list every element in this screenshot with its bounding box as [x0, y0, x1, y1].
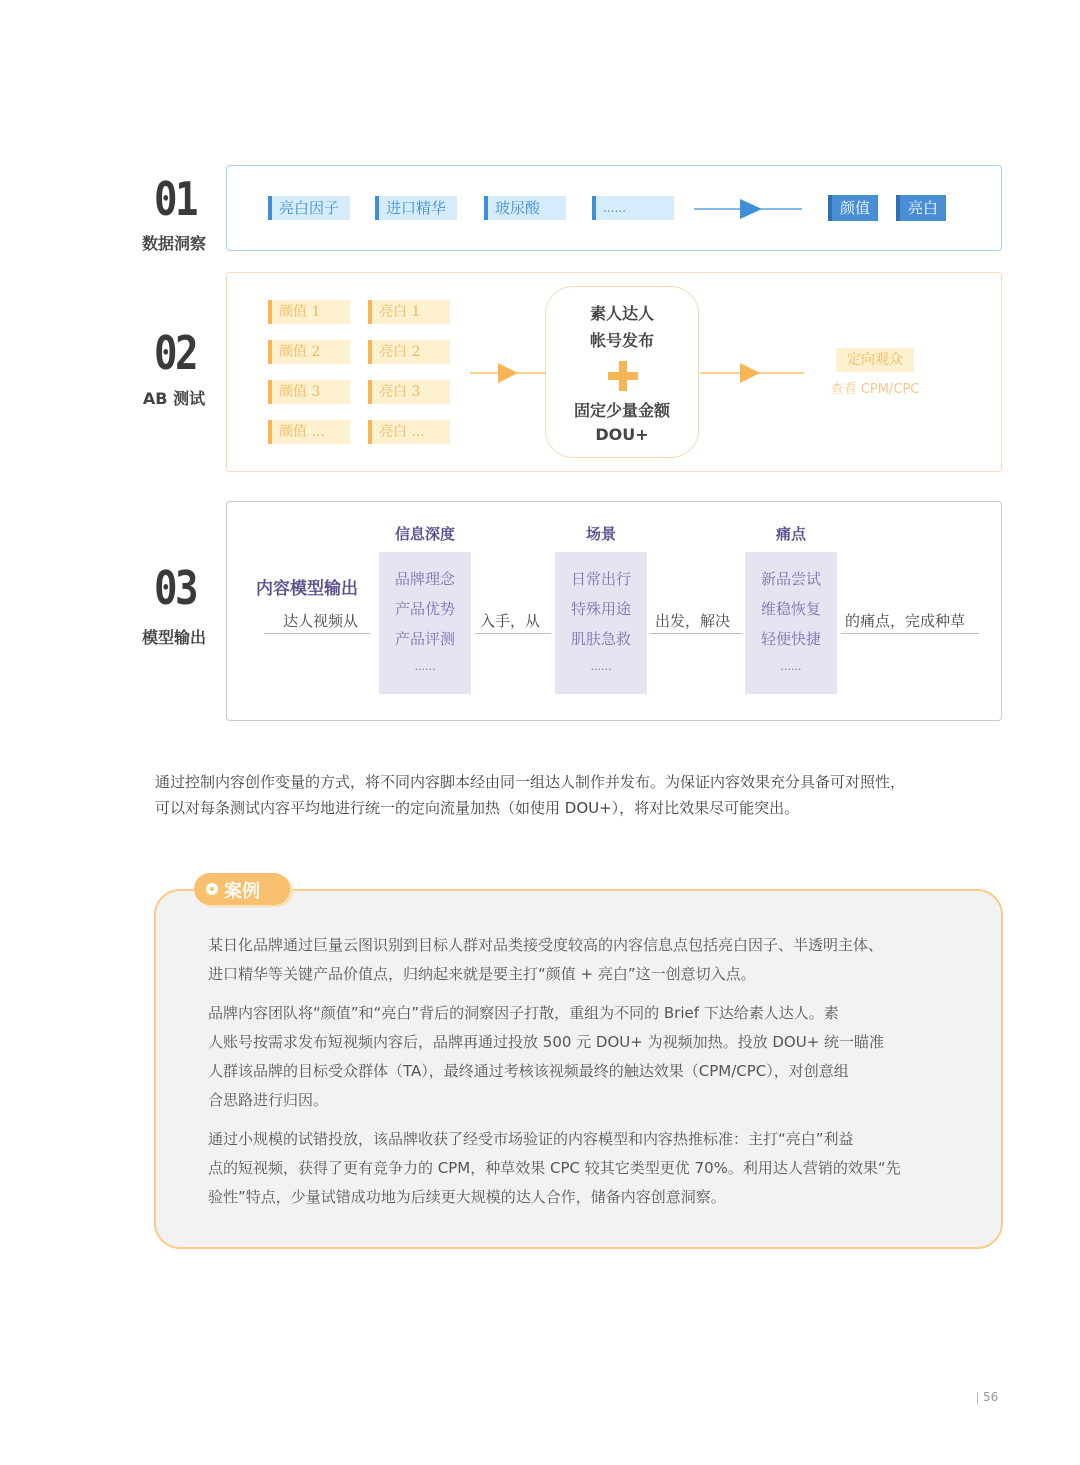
step-label: 模型输出 [141, 628, 206, 647]
insight-tag: 亮白因子 [268, 196, 350, 220]
underline [264, 633, 370, 634]
underline [475, 633, 551, 634]
step-number: 03 [154, 561, 196, 615]
publish-line: 帐号发布 [589, 331, 654, 350]
column-item: 新品尝试 [760, 570, 821, 588]
publish-box [545, 286, 699, 458]
arrow-right-icon [694, 198, 804, 220]
column-item: 肌肤急救 [570, 630, 631, 648]
case-line: 品牌内容团队将“颜值”和“亮白”背后的洞察因子打散，重组为不同的 Brief 下达给素人达人。素 [208, 1004, 839, 1022]
model-title: 内容模型输出 [256, 579, 358, 599]
connector-text: 入手，从 [480, 612, 541, 630]
case-line: 进口精华等关键产品价值点，归纳起来就是要主打“颜值 + 亮白”这一创意切入点。 [208, 965, 756, 983]
underline [650, 633, 742, 634]
case-line: 验性”特点，少量试错成功地为后续更大规模的达人合作，储备内容创意洞察。 [208, 1188, 726, 1206]
variant-tag: 颜值 1 [268, 300, 350, 324]
step-number: 02 [154, 326, 196, 380]
bullet-icon [206, 883, 218, 895]
case-divider [290, 889, 310, 891]
publish-line: 固定少量金额 [573, 401, 670, 420]
intro-line: 通过控制内容创作变量的方式，将不同内容脚本经由同一组达人制作并发布。为保证内容效果充分具备可对照性， [155, 773, 906, 791]
column-head: 信息深度 [394, 525, 455, 543]
variant-tag: 亮白 2 [368, 340, 450, 364]
column-item: ...... [780, 660, 802, 673]
plus-icon [608, 361, 638, 391]
step-label: AB 测试 [142, 389, 206, 408]
column-item: 产品优势 [394, 600, 455, 618]
variant-tag: 颜值 2 [268, 340, 350, 364]
case-line: 合思路进行归因。 [208, 1091, 329, 1109]
scene-box [555, 552, 647, 694]
pain-point-box [745, 552, 837, 694]
publish-line: 素人达人 [589, 304, 654, 323]
result-tag: 亮白 [896, 195, 946, 221]
case-line: 某日化品牌通过巨量云图识别到目标人群对品类接受度较高的内容信息点包括亮白因子、半透明主体、 [208, 936, 884, 954]
step-number: 01 [154, 172, 196, 226]
page-number: 56 [983, 1390, 999, 1404]
result-tag: 颜值 [828, 195, 878, 221]
variant-tag: 亮白 3 [368, 380, 450, 404]
publish-line: DOU+ [595, 425, 649, 444]
case-tab [194, 873, 290, 905]
case-tab-label: 案例 [224, 881, 260, 902]
intro-line: 可以对每条测试内容平均地进行统一的定向流量加热（如使用 DOU+），将对比效果尽可能突出。 [155, 799, 800, 817]
arrow-right-icon [470, 362, 546, 384]
insight-tag: 玻尿酸 [484, 196, 566, 220]
column-item: ...... [414, 660, 436, 673]
connector-text: 出发，解决 [655, 612, 731, 630]
target-audience-tag: 定向观众 [836, 348, 914, 372]
variant-tag: 颜值 ... [268, 420, 350, 444]
case-line: 点的短视频，获得了更有竞争力的 CPM，种草效果 CPC 较其它类型更优 70%。利用达人营销的效果“先 [208, 1159, 901, 1177]
info-depth-box [379, 552, 471, 694]
column-item: ...... [590, 660, 612, 673]
column-item: 特殊用途 [570, 600, 631, 618]
step-label: 数据洞察 [141, 234, 206, 253]
cpm-cpc-label: 查看 CPM/CPC [830, 382, 920, 397]
column-item: 维稳恢复 [760, 600, 821, 618]
case-line: 通过小规模的试错投放，该品牌收获了经受市场验证的内容模型和内容热推标准：主打“亮白”利益 [208, 1130, 854, 1148]
variant-tag: 亮白 1 [368, 300, 450, 324]
case-line: 人账号按需求发布短视频内容后，品牌再通过投放 500 元 DOU+ 为视频加热。投放 DOU+ 统一瞄准 [208, 1033, 885, 1051]
variant-tag: 颜值 3 [268, 380, 350, 404]
sentence-lead: 达人视频从 [283, 612, 359, 630]
insight-tag: 进口精华 [375, 196, 457, 220]
column-head: 痛点 [775, 525, 806, 543]
arrow-right-icon [700, 362, 806, 384]
variant-tag: 亮白 ... [368, 420, 450, 444]
sentence-tail: 的痛点，完成种草 [845, 612, 966, 630]
column-head: 场景 [585, 525, 616, 543]
underline [841, 633, 979, 634]
case-line: 人群该品牌的目标受众群体（TA），最终通过考核该视频最终的触达效果（CPM/CPC），对创意组 [208, 1062, 849, 1080]
insight-tag: ...... [592, 196, 674, 220]
column-item: 轻便快捷 [760, 630, 821, 648]
column-item: 品牌理念 [394, 570, 455, 588]
column-item: 产品评测 [394, 630, 455, 648]
column-item: 日常出行 [570, 570, 631, 588]
